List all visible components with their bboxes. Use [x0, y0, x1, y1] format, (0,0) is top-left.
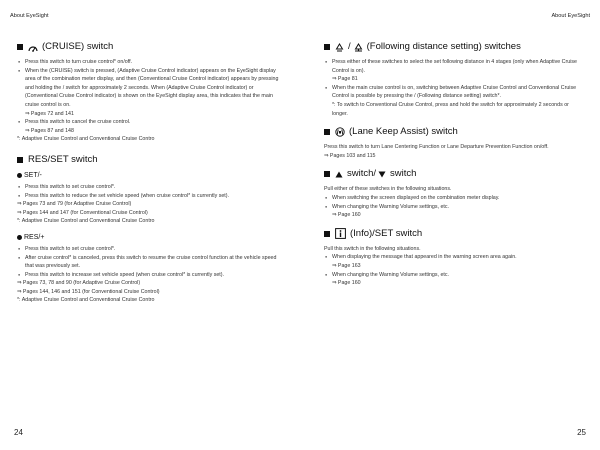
- cruise-switch-heading: [17, 41, 279, 53]
- info-bullet-1: ● When displaying the message that appeared in the warning screen area again.: [324, 253, 586, 262]
- info-ref-2: ⇒ Page 160: [332, 280, 361, 287]
- updown-ref-1: ⇒ Page 160: [332, 212, 361, 219]
- info-text: Pull this switch in the following situations.: [324, 245, 421, 252]
- left-column: [17, 41, 279, 305]
- updown-bullet-2: ● When changing the Warning Volume settings, etc.: [324, 203, 586, 212]
- lane-keep-icon: [335, 127, 345, 137]
- lane-switch-heading: [324, 126, 586, 138]
- heading-square-icon: [324, 129, 330, 135]
- res-ref-1: ⇒ Pages 73, 78 and 90 (for Adaptive Cruise Control): [17, 280, 141, 287]
- heading-square-icon: [17, 157, 23, 163]
- res-ref-2: ⇒ Pages 144, 146 and 151 (for Conventional Cruise Control): [17, 288, 160, 295]
- set-ref-2: ⇒ Pages 144 and 147 (for Conventional Cruise Control): [17, 209, 148, 216]
- info-bullet-2: ● When changing the Warning Volume settings, etc.: [324, 271, 586, 280]
- distance-bullet-1: ● Press either of these switches to select the set following distance in 4 stages (only when Adaptive Cruise Control is on).: [324, 58, 586, 75]
- cruise-ref-2: ⇒ Pages 87 and 148: [25, 127, 74, 134]
- heading-square-icon: [17, 44, 23, 50]
- set-footnote: *: Adaptive Cruise Control and Conventional Cruise Contro: [17, 218, 155, 225]
- cruise-switch-title: (CRUISE) switch: [42, 41, 114, 52]
- info-switch-title: (Info)/SET switch: [350, 227, 423, 239]
- res-plus-title: RES/+: [24, 233, 45, 241]
- up-triangle-icon: [335, 171, 343, 178]
- res-bullet-3: ● Press this switch to increase set vehicle speed (when cruise control* is currently set).: [17, 271, 279, 280]
- res-plus-subheading: [17, 233, 279, 242]
- cruise-ref-1: ⇒ Pages 72 and 141: [25, 110, 74, 117]
- distance-ref-1: ⇒ Page 81: [332, 76, 358, 83]
- cruise-control-icon: [28, 43, 38, 52]
- following-distance-icon: [354, 43, 363, 52]
- subheading-dot-icon: [17, 173, 22, 178]
- updown-switch-heading: switch/ switch: [324, 168, 586, 180]
- set-minus-title: SET/-: [24, 171, 42, 179]
- res-bullet-2: ● After cruise control* is canceled, press this switch to resume the cruise control function at the vehicle speed that was previously set.: [17, 254, 279, 271]
- page-number-left: 24: [14, 428, 23, 437]
- cruise-bullet-1: ● Press this switch to turn cruise control* on/off.: [17, 58, 279, 67]
- set-bullet-2: ● Press this switch to reduce the set vehicle speed (when cruise control* is currently set).: [17, 192, 279, 201]
- cruise-bullet-2: ● When the (CRUISE) switch is pressed, (Adaptive Cruise Control indicator) appears on the EyeSight display area of the combination meter display, and then (Conventional Cruise Control indicator) appears by pressing and holding the / switch for approximately 2 seconds. When (Adaptive Cruise Control indicator) or (Conventional Cruise Control indicator) is shown on the EyeSight display area, this indicates that the main cruise control is on.: [17, 67, 279, 110]
- resset-switch-heading: [17, 154, 279, 166]
- res-bullet-1: ● Press this switch to set cruise control*.: [17, 245, 279, 254]
- updown-bullet-1: ● When switching the screen displayed on the combination meter display.: [324, 194, 586, 203]
- set-minus-subheading: [17, 171, 279, 180]
- right-page: [300, 0, 600, 450]
- info-switch-heading: [324, 228, 586, 240]
- cruise-footnote: *: Adaptive Cruise Control and Conventional Cruise Contro: [17, 136, 155, 143]
- set-bullet-1: ● Press this switch to set cruise control*.: [17, 183, 279, 192]
- running-head-right: About EyeSight: [551, 13, 590, 19]
- subheading-dot-icon: [17, 235, 22, 240]
- page-number-right: 25: [577, 428, 586, 437]
- res-footnote: *: Adaptive Cruise Control and Conventional Cruise Contro: [17, 297, 155, 304]
- heading-square-icon: [324, 171, 330, 177]
- cruise-bullet-3: ● Press this switch to cancel the cruise control.: [17, 118, 279, 127]
- updown-text: Pull either of these switches in the following situations.: [324, 186, 452, 193]
- info-icon: [335, 228, 346, 239]
- lane-ref-1: ⇒ Pages 103 and 115: [324, 152, 376, 159]
- distance-bullet-2: ● When the main cruise control is on, switching between Adaptive Cruise Control and Conventional Cruise Control is possible by pressing the / (Following distance setting) switch*.: [324, 84, 586, 101]
- resset-switch-title: RES/SET switch: [28, 153, 98, 165]
- info-ref-1: ⇒ Page 163: [332, 262, 361, 269]
- following-distance-icon: [335, 43, 344, 52]
- lane-text: Press this switch to turn Lane Centering Function or Lane Departure Prevention Function on/off.: [324, 144, 549, 151]
- heading-square-icon: [324, 44, 330, 50]
- heading-square-icon: [324, 231, 330, 237]
- distance-switch-heading: / (Following distance setting) switches: [324, 41, 586, 53]
- distance-footnote: *: To switch to Conventional Cruise Control, press and hold the switch for approximately 2 seconds or longer.: [332, 101, 569, 117]
- distance-switch-title: (Following distance setting) switches: [366, 41, 521, 52]
- set-ref-1: ⇒ Pages 73 and 79 (for Adaptive Cruise Control): [17, 201, 132, 208]
- right-column: [324, 41, 586, 288]
- running-head-left: About EyeSight: [10, 13, 49, 19]
- down-triangle-icon: [378, 171, 386, 178]
- lane-switch-title: (Lane Keep Assist) switch: [349, 126, 458, 138]
